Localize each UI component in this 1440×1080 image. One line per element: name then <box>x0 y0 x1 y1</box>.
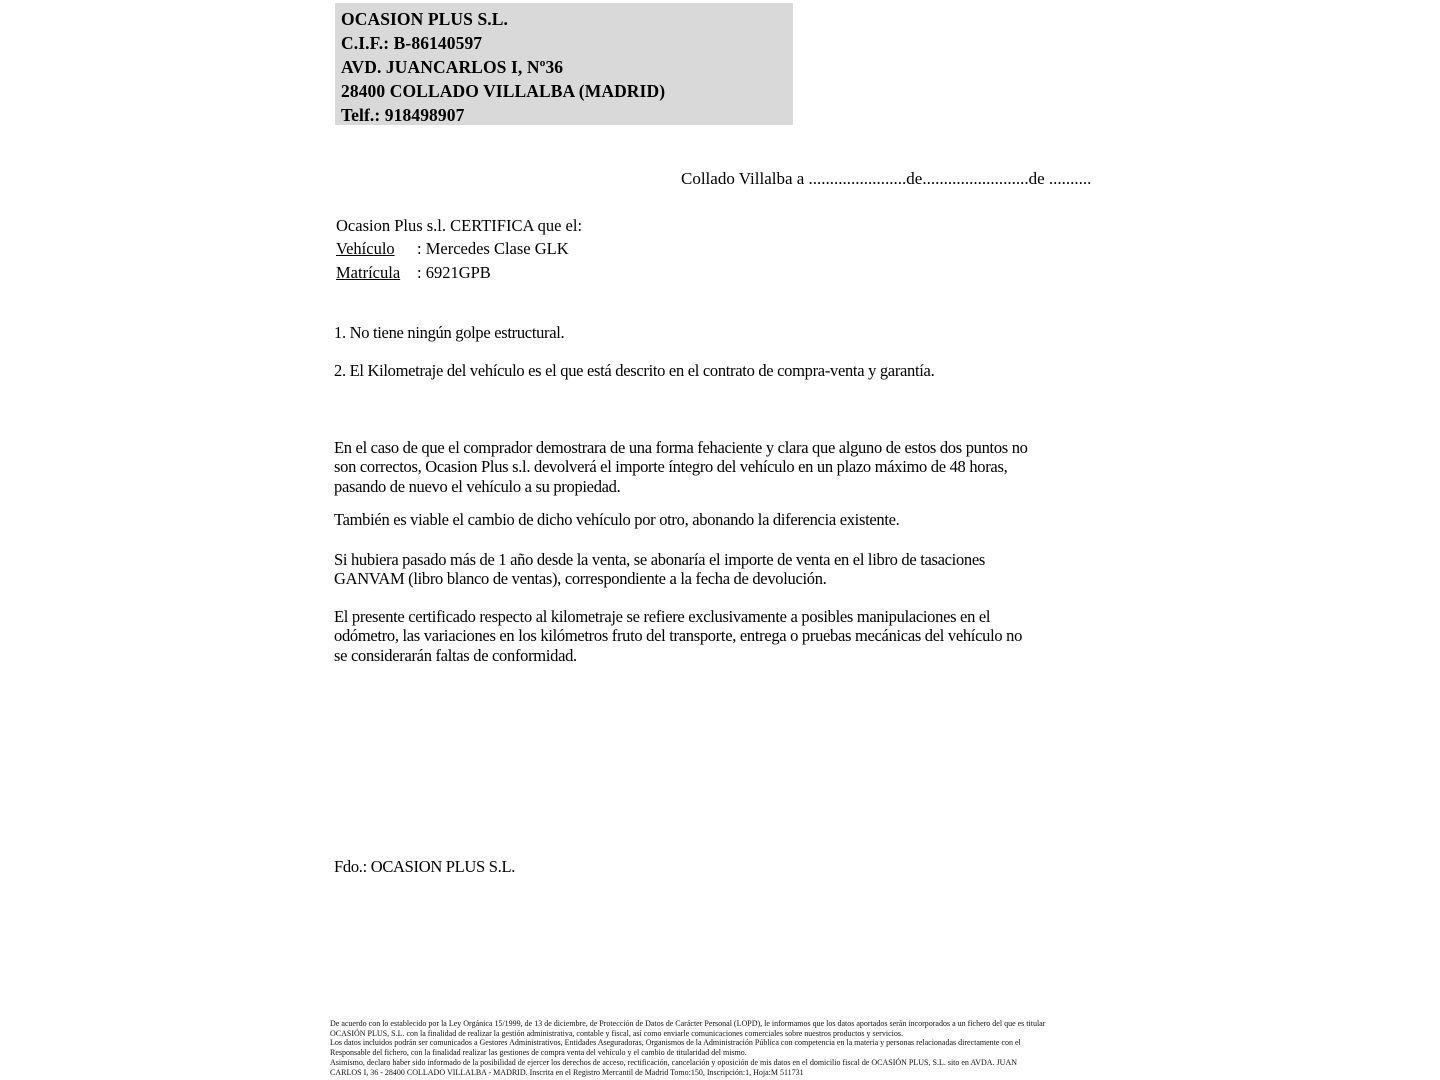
company-phone: Telf.: 918498907 <box>341 105 465 125</box>
certified-point-2: 2. El Kilometraje del vehículo es el que está descrito en el contrato de compra-venta y garantía. <box>334 361 935 380</box>
company-name: OCASION PLUS S.L. <box>341 9 509 29</box>
legal-fine-print: De acuerdo con lo establecido por la Ley Orgánica 15/1999, de 13 de diciembre, de Protección de Datos de Carácter Personal (LOPD), le informamos que los datos aportados serán incorporados a un fichero del que es titular OCASIÓN PLUS, S.L. con la finalidad de realizar la gestión administrativa, contable y fiscal, así como enviarle comunicaciones comerciales sobre nuestros productos y servicios. Los datos incluidos podrán ser comunicados a Gestores Administrativos, Entidades Aseguradoras, Organismos de la Administración Pública con competencia en la materia y personas relacionadas directamente con el Responsable del fichero, con la finalidad realizar las gestiones de compra venta del vehículo y el cambio de titularidad del mismo. Asimismo, declaro haber sido informado de la posibilidad de ejercer los derechos de acceso, rectificación, cancelación y oposición de mis datos en el domicilio fiscal de OCASIÓN PLUS, S.L. sito en AVDA. JUAN CARLOS I, 36 - 28400 COLLADO VILLALBA - MADRID. Inscrita en el Registro Mercantil de Madrid Tomo:150, Inscripción:1, Hoja:M 511731 <box>330 1019 1046 1077</box>
plate-label: Matrícula <box>336 262 401 282</box>
plate-value: : 6921GPB <box>417 262 491 282</box>
company-header-box <box>335 3 793 125</box>
certification-block <box>336 214 582 284</box>
plate-row <box>336 261 582 284</box>
vehicle-value: : Mercedes Clase GLK <box>417 239 569 259</box>
paragraph-odometer-scope: El presente certificado respecto al kilometraje se refiere exclusivamente a posibles manipulaciones en el odómetro, las variaciones en los kilómetros fruto del transporte, entrega o pruebas mecánicas del vehículo no se considerarán faltas de conformidad. <box>334 607 1023 665</box>
paragraph-ganvam-valuation: Si hubiera pasado más de 1 año desde la venta, se abonaría el importe de venta en el libro de tasaciones GANVAM (libro blanco de ventas), correspondiente a la fecha de devolución. <box>334 550 986 589</box>
vehicle-label-cell <box>336 237 417 260</box>
plate-label-cell <box>336 261 417 284</box>
company-cif: C.I.F.: B-86140597 <box>341 33 483 53</box>
paragraph-refund-condition: En el caso de que el comprador demostrara de una forma fehaciente y clara que alguno de estos dos puntos no son correctos, Ocasion Plus s.l. devolverá el importe íntegro del vehículo en un plazo máximo de 48 horas, pasando de nuevo el vehículo a su propiedad. <box>334 438 1028 496</box>
company-city: 28400 COLLADO VILLALBA (MADRID) <box>341 81 666 101</box>
certification-intro: Ocasion Plus s.l. CERTIFICA que el: <box>336 216 583 235</box>
vehicle-row <box>336 237 582 260</box>
signature-line: Fdo.: OCASION PLUS S.L. <box>334 857 516 876</box>
date-blank-line: Collado Villalba a .......................de.........................de .......... <box>681 169 1092 188</box>
company-address: AVD. JUANCARLOS I, Nº36 <box>341 57 564 77</box>
paragraph-exchange-option: También es viable el cambio de dicho vehículo por otro, abonando la diferencia existente. <box>334 510 900 529</box>
certified-point-1: 1. No tiene ningún golpe estructural. <box>334 323 565 342</box>
vehicle-label: Vehículo <box>336 239 395 259</box>
